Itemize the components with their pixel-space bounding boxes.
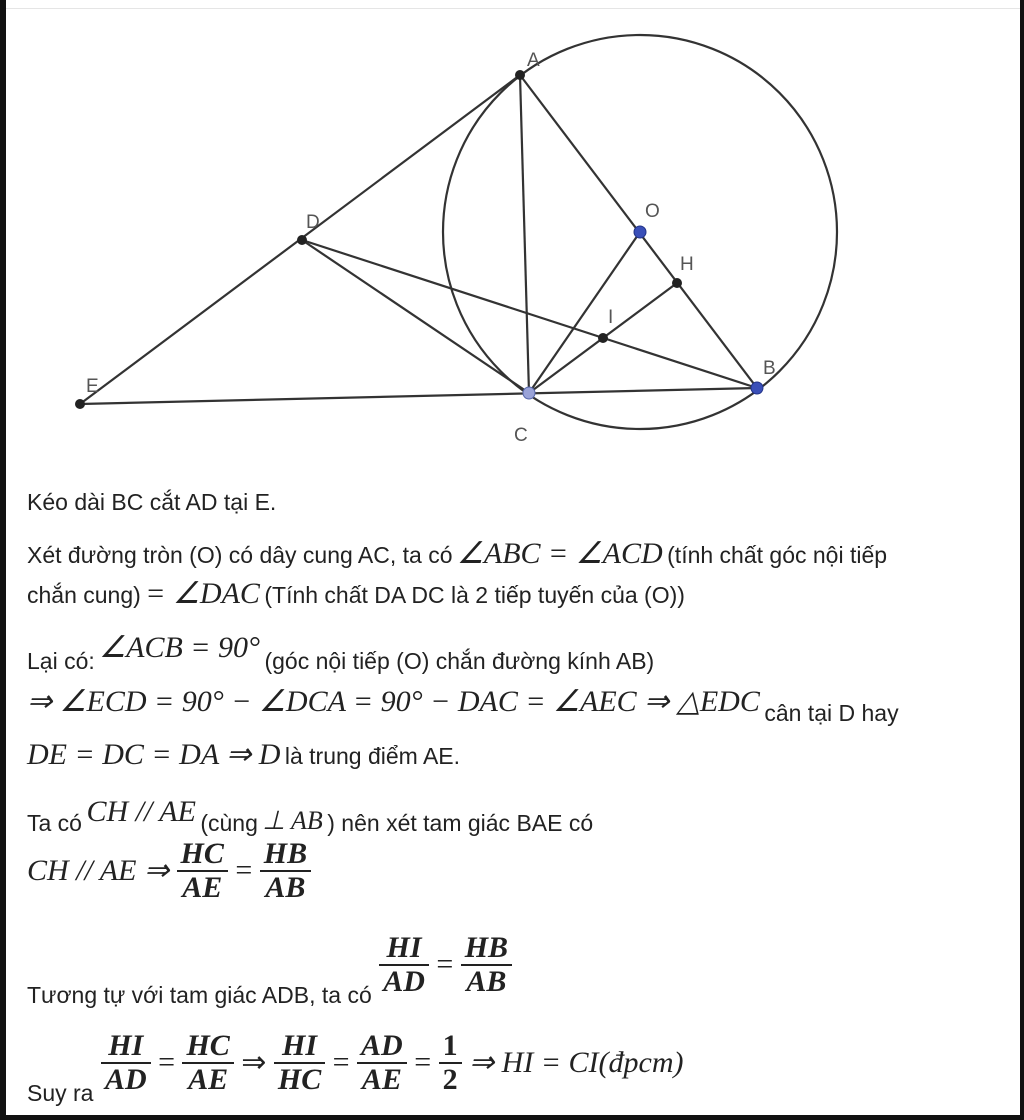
- line-7-math-2: ⊥ AB: [262, 806, 323, 835]
- fraction-numerator: 1: [439, 1030, 462, 1064]
- line-5-math: ⇒ ∠ECD = 90° − ∠DCA = 90° − DAC = ∠AEC ⇒ △EDC: [27, 685, 760, 718]
- text-line-5: [27, 684, 899, 726]
- fraction-numerator: HI: [101, 1030, 151, 1064]
- line-8-math: CH // AE ⇒: [27, 854, 170, 887]
- line-7-math: CH // AE: [86, 795, 196, 828]
- label-b: B: [763, 358, 776, 379]
- fraction-numerator: AD: [357, 1030, 407, 1064]
- line-10-text: Suy ra: [27, 1079, 94, 1106]
- line-7-text-b: (cùng: [200, 810, 258, 836]
- line-6-text-b: là trung điểm AE.: [284, 743, 461, 769]
- fraction-ad-ae: [357, 1030, 407, 1095]
- line-5-text-b: cân tại D hay: [764, 700, 899, 726]
- fraction-hb-ab: [260, 838, 311, 903]
- label-i: I: [608, 307, 614, 328]
- fraction-denominator: AE: [182, 870, 223, 904]
- point-e: [75, 399, 85, 409]
- line-ac: [520, 75, 529, 393]
- fraction-hc-ae-2: [182, 1030, 233, 1095]
- point-i: [598, 333, 608, 343]
- fraction-hi-hc: [274, 1030, 325, 1095]
- point-o: [634, 226, 646, 238]
- line-3-math: = ∠DAC: [145, 577, 260, 610]
- line-3-text-a: chắn cung): [27, 582, 141, 608]
- line-7-text-a: Ta có: [27, 810, 82, 836]
- line-7-text-c: ) nên xét tam giác BAE có: [327, 810, 594, 836]
- fraction-denominator: AD: [383, 964, 425, 998]
- equals-sign: =: [436, 947, 454, 981]
- line-2-math: ∠ABC = ∠ACD: [456, 537, 663, 570]
- text-line-9: [27, 931, 515, 1008]
- label-e: E: [86, 376, 99, 397]
- equals-sign: =: [414, 1045, 432, 1079]
- fraction-denominator: AB: [466, 964, 507, 998]
- point-h: [672, 278, 682, 288]
- fraction-numerator: HI: [274, 1030, 325, 1064]
- label-o: O: [645, 201, 660, 222]
- line-2-text-a: Xét đường tròn (O) có dây cung AC, ta có: [27, 542, 453, 568]
- geometry-figure: [0, 0, 1024, 460]
- fraction-denominator: AE: [361, 1062, 402, 1096]
- line-9-text: Tương tự với tam giác ADB, ta có: [27, 981, 372, 1008]
- equals-sign: =: [235, 853, 253, 887]
- equals-sign: =: [332, 1045, 350, 1079]
- fraction-denominator: 2: [442, 1062, 458, 1096]
- fraction-hc-ae: [177, 838, 228, 903]
- text-line-10: [27, 1029, 684, 1106]
- line-dc: [302, 240, 529, 393]
- line-6-math: DE = DC = DA ⇒ D: [27, 738, 281, 771]
- fraction-denominator: AD: [104, 1062, 147, 1096]
- fraction-hb-ab-2: [461, 932, 512, 997]
- text-line-2: [27, 536, 887, 571]
- line-4-text-b: (góc nội tiếp (O) chắn đường kính AB): [264, 648, 655, 674]
- line-eb: [80, 388, 757, 404]
- text-line-1: Kéo dài BC cắt AD tại E.: [27, 489, 277, 515]
- fraction-denominator: AE: [188, 1062, 229, 1096]
- fraction-numerator: HC: [182, 1030, 233, 1064]
- label-a: A: [527, 50, 540, 71]
- fraction-numerator: HI: [379, 932, 429, 966]
- line-4-text-a: Lại có:: [27, 648, 95, 674]
- point-d: [297, 235, 307, 245]
- fraction-hi-ad-2: [101, 1030, 151, 1095]
- label-d: D: [306, 212, 320, 233]
- text-line-6: [27, 737, 460, 772]
- text-line-3: [27, 576, 685, 611]
- line-co: [529, 232, 640, 393]
- line-10-math: ⇒ HI = CI(đpcm): [469, 1046, 684, 1079]
- text-line-4: [27, 630, 655, 674]
- implies-arrow: ⇒: [241, 1046, 267, 1079]
- fraction-hi-ad: [379, 932, 429, 997]
- line-2-text-b: (tính chất góc nội tiếp: [667, 542, 888, 568]
- fraction-one-half: [439, 1030, 462, 1095]
- line-4-math: ∠ACB = 90°: [99, 631, 261, 664]
- fraction-denominator: AB: [265, 870, 306, 904]
- line-3-text-b: (Tính chất DA DC là 2 tiếp tuyến của (O)): [264, 582, 685, 608]
- text-line-7: [27, 795, 594, 836]
- fraction-numerator: HB: [461, 932, 512, 966]
- point-b: [751, 382, 763, 394]
- fraction-denominator: HC: [277, 1062, 322, 1096]
- fraction-numerator: HB: [260, 838, 311, 872]
- bottom-edge: [0, 1115, 1024, 1120]
- point-c: [523, 387, 535, 399]
- fraction-numerator: HC: [177, 838, 228, 872]
- label-h: H: [680, 254, 694, 275]
- equals-sign: =: [158, 1045, 175, 1079]
- text-line-8: [27, 838, 314, 903]
- point-a: [515, 70, 525, 80]
- label-c: C: [514, 425, 528, 446]
